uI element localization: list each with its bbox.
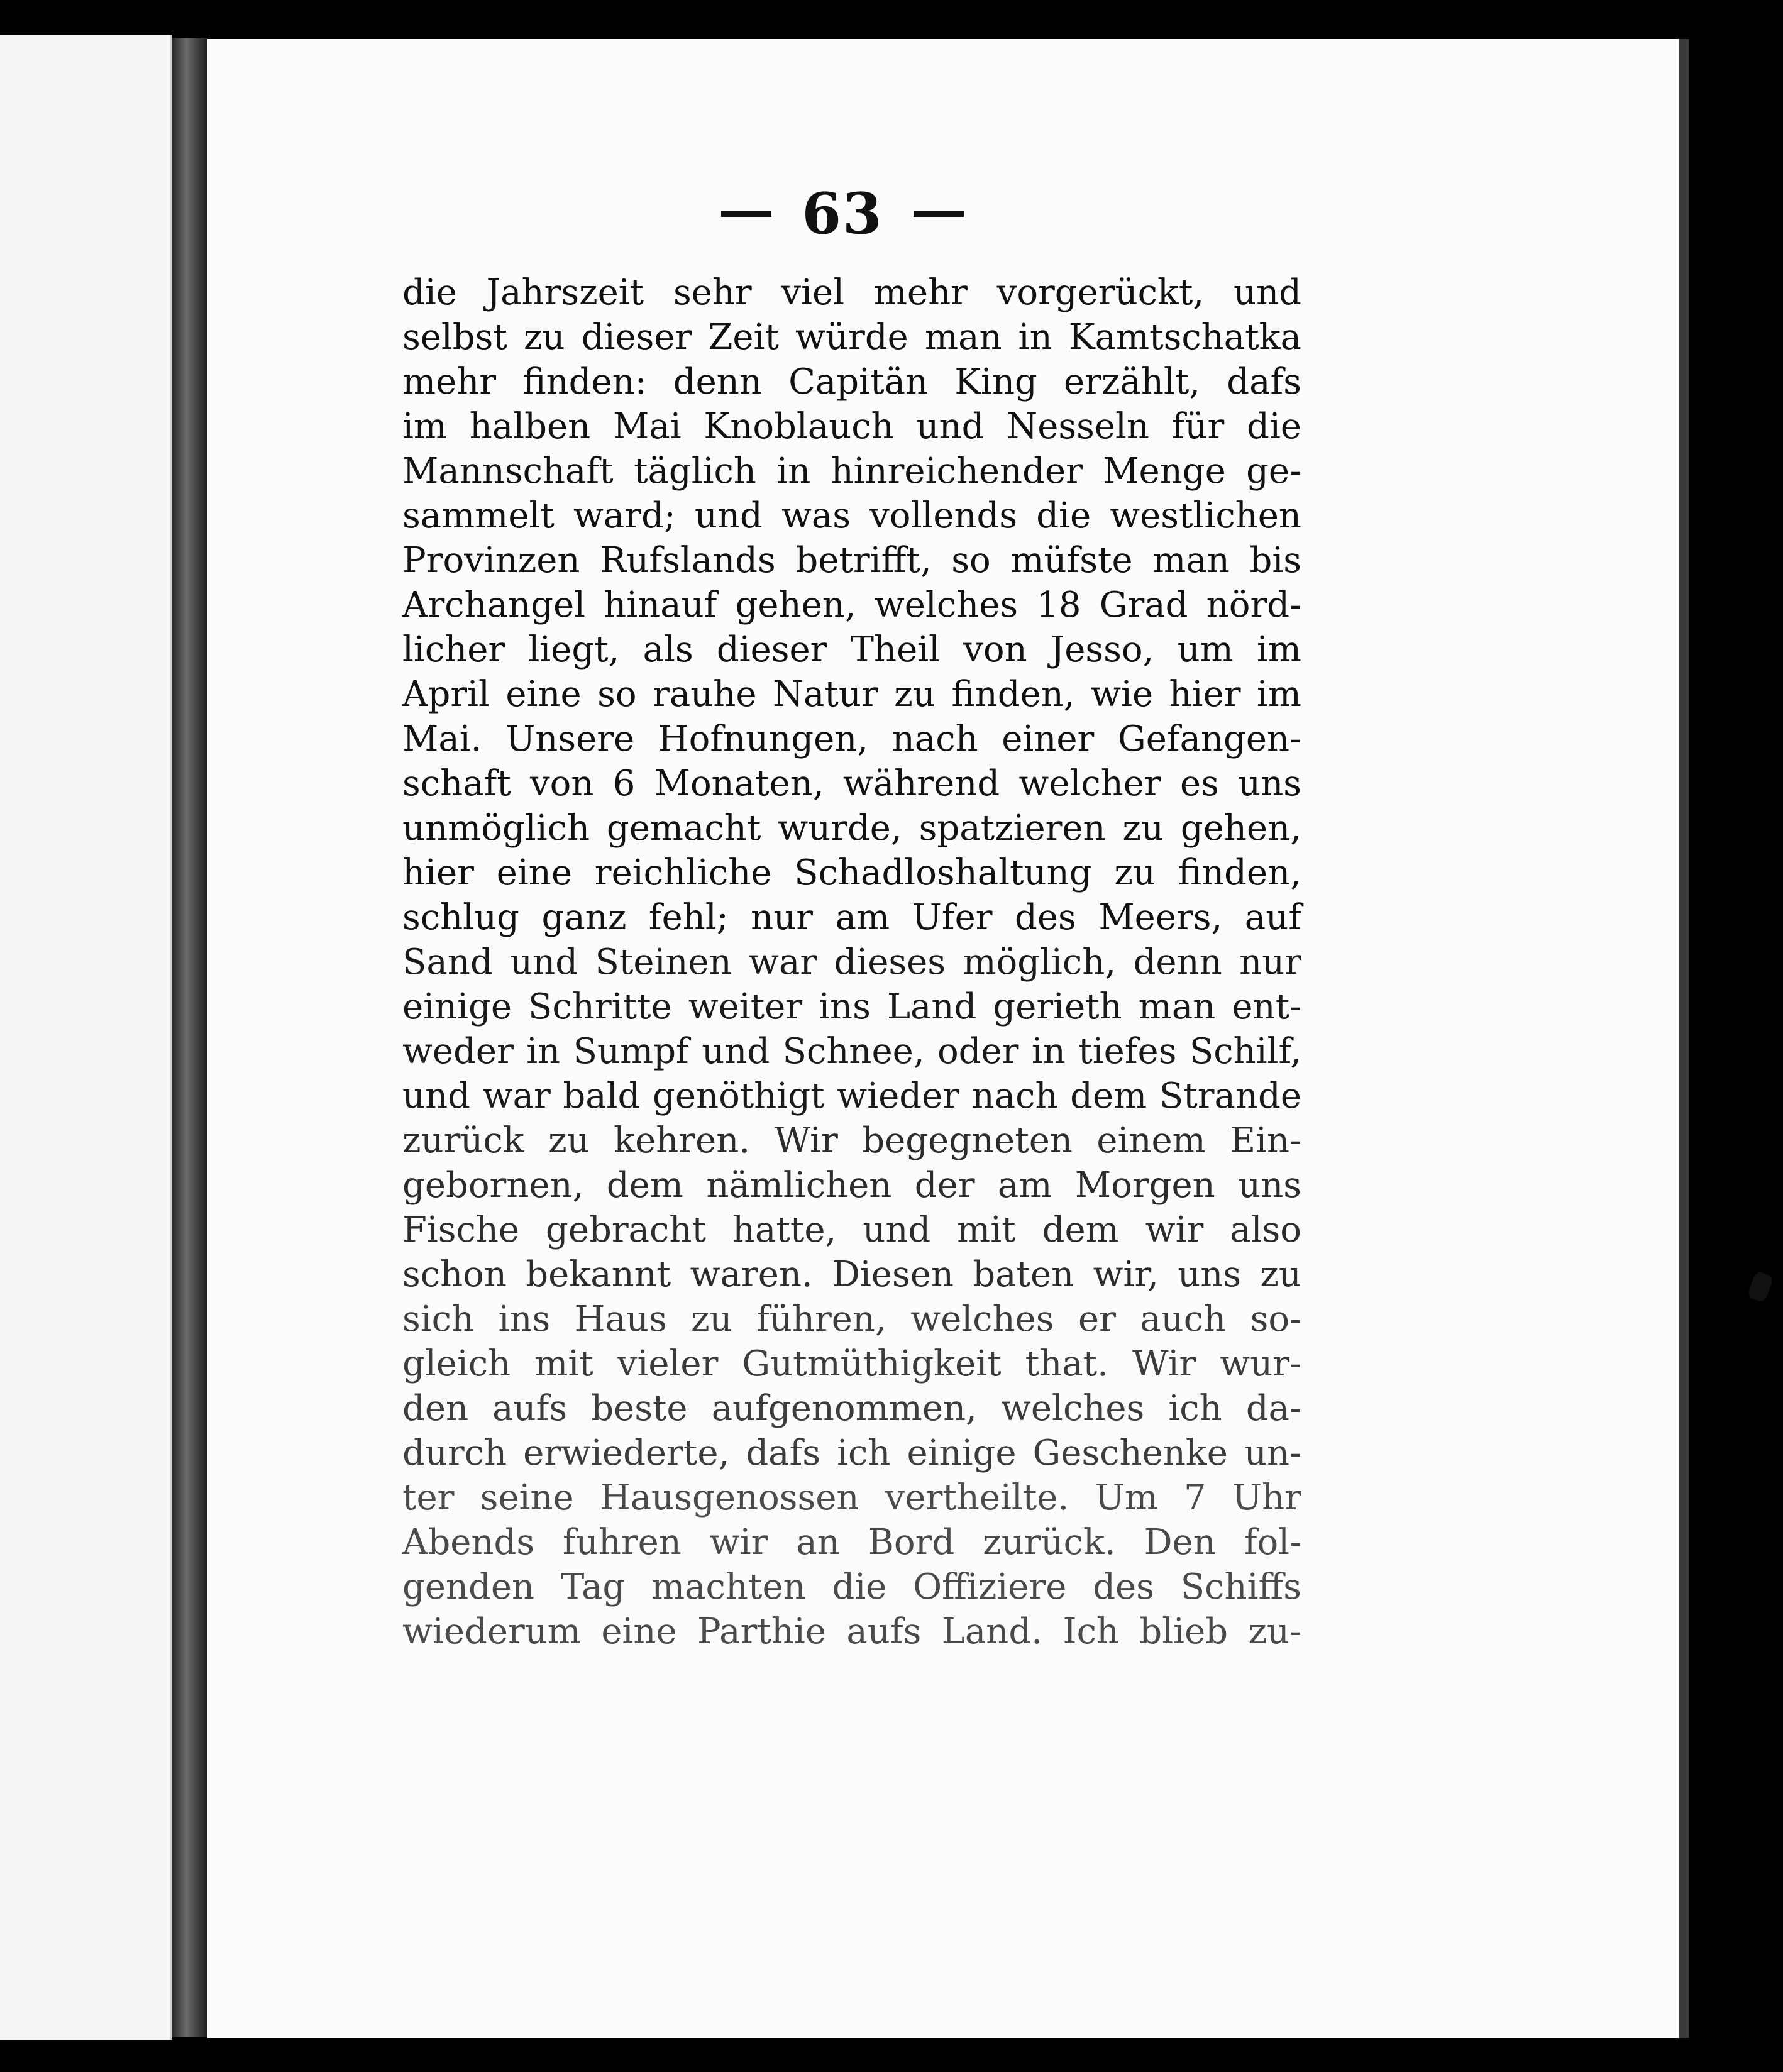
text-line: Abends fuhren wir an Bord zurück. Den fol- bbox=[402, 1522, 1301, 1563]
text-line: April eine so rauhe Natur zu finden, wie hier im bbox=[402, 674, 1301, 715]
text-line: einige Schritte weiter ins Land gerieth man ent- bbox=[402, 986, 1301, 1027]
page-header bbox=[692, 170, 993, 258]
text-line: Archangel hinauf gehen, welches 18 Grad nörd- bbox=[402, 585, 1301, 625]
text-line: schaft von 6 Monaten, während welcher es uns bbox=[402, 763, 1301, 804]
text-line: Sand und Steinen war dieses möglich, denn nur bbox=[402, 942, 1301, 983]
text-line: sich ins Haus zu führen, welches er auch so- bbox=[402, 1299, 1301, 1340]
text-line: im halben Mai Knoblauch und Nesseln für die bbox=[402, 406, 1301, 447]
text-line: weder in Sumpf und Schnee, oder in tiefes Schilf, bbox=[402, 1031, 1301, 1072]
facing-page-edge bbox=[0, 35, 172, 2040]
text-line: Provinzen Rufslands betrifft, so müfste man bis bbox=[402, 540, 1301, 581]
text-line: genden Tag machten die Offiziere des Schiffs bbox=[402, 1567, 1301, 1607]
text-line: sammelt ward; und was vollends die westlichen bbox=[402, 495, 1301, 536]
text-line: durch erwiederte, dafs ich einige Geschenke un- bbox=[402, 1433, 1301, 1474]
text-line: licher liegt, als dieser Theil von Jesso, um im bbox=[402, 629, 1301, 670]
text-line: schlug ganz fehl; nur am Ufer des Meers, auf bbox=[402, 897, 1301, 938]
page-number: 63 bbox=[802, 180, 883, 247]
text-line: hier eine reichliche Schadloshaltung zu finden, bbox=[402, 852, 1301, 893]
text-line: gebornen, dem nämlichen der am Morgen uns bbox=[402, 1165, 1301, 1206]
text-line: Mannschaft täglich in hinreichender Menge ge- bbox=[402, 451, 1301, 492]
text-line: unmöglich gemacht wurde, spatzieren zu gehen, bbox=[402, 808, 1301, 849]
text-line: wiederum eine Parthie aufs Land. Ich blieb zu- bbox=[402, 1611, 1301, 1652]
text-line: Fische gebracht hatte, und mit dem wir also bbox=[402, 1210, 1301, 1250]
text-line: Mai. Unsere Hofnungen, nach einer Gefangen- bbox=[402, 719, 1301, 759]
header-dash-left bbox=[721, 211, 771, 217]
header-dash-right bbox=[914, 211, 964, 217]
body-text bbox=[402, 270, 1301, 1654]
ink-blot bbox=[1747, 1270, 1774, 1303]
text-line: zurück zu kehren. Wir begegneten einem Ein- bbox=[402, 1120, 1301, 1161]
book-gutter bbox=[172, 38, 207, 2037]
text-line: die Jahrszeit sehr viel mehr vorgerückt, und bbox=[402, 272, 1301, 313]
text-line: selbst zu dieser Zeit würde man in Kamtschatka bbox=[402, 317, 1301, 358]
text-line: schon bekannt waren. Diesen baten wir, uns zu bbox=[402, 1254, 1301, 1295]
text-line: und war bald genöthigt wieder nach dem Strande bbox=[402, 1076, 1301, 1116]
page-right-edge bbox=[1679, 39, 1689, 2038]
text-line: ter seine Hausgenossen vertheilte. Um 7 Uhr bbox=[402, 1477, 1301, 1518]
text-line: mehr finden: denn Capitän King erzählt, dafs bbox=[402, 361, 1301, 402]
text-line: gleich mit vieler Gutmüthigkeit that. Wir wur- bbox=[402, 1343, 1301, 1384]
text-line: den aufs beste aufgenommen, welches ich da- bbox=[402, 1388, 1301, 1429]
